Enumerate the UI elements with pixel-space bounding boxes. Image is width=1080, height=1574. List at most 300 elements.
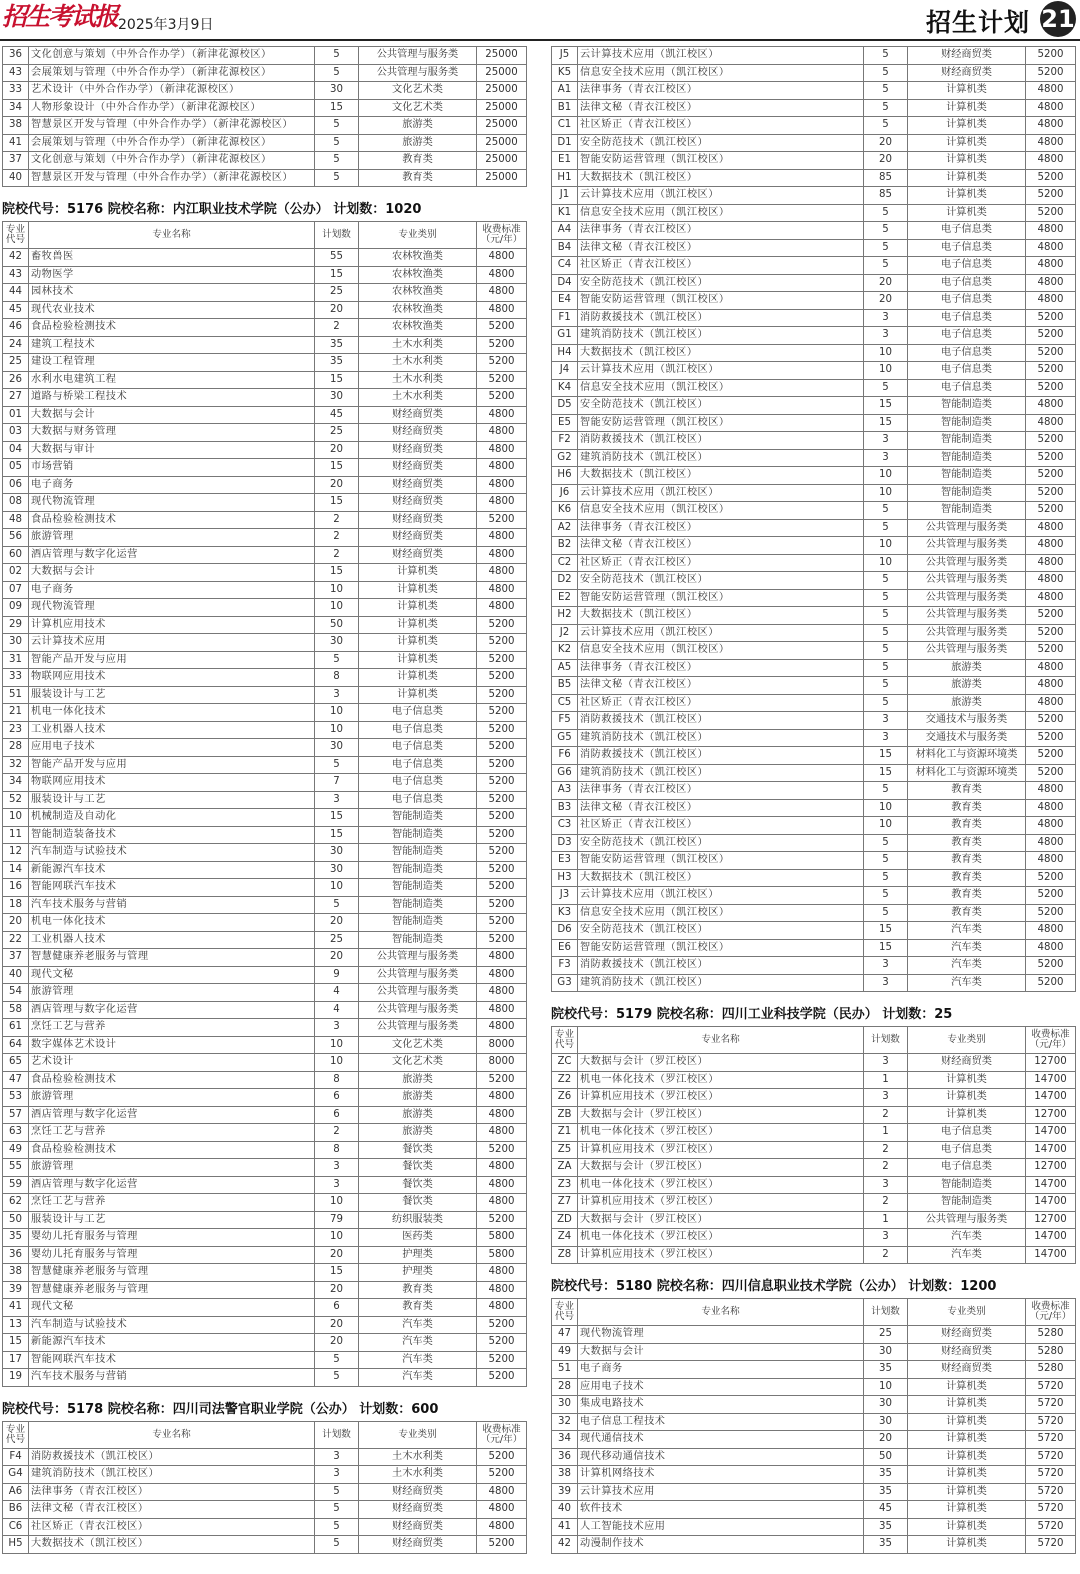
table-header-row	[552, 1299, 1076, 1326]
cell-name: 汽车制造与试验技术	[29, 844, 315, 862]
cell-plan: 5	[315, 1518, 359, 1536]
table-row	[552, 624, 1076, 642]
cell-fee: 5200	[477, 1351, 527, 1369]
cell-code: 03	[3, 424, 29, 442]
cell-name: 现代移动通信技术	[578, 1448, 864, 1466]
cell-name: 园林技术	[29, 284, 315, 302]
cell-category: 旅游类	[359, 1071, 477, 1089]
cell-code: 58	[3, 1001, 29, 1019]
cell-fee: 4800	[1026, 292, 1076, 310]
cell-name: 法律事务（青衣江校区）	[578, 782, 864, 800]
cell-name: 法律事务（青衣江校区）	[578, 659, 864, 677]
cell-fee: 4800	[1026, 257, 1076, 275]
cell-fee: 5200	[477, 861, 527, 879]
cell-plan: 5	[864, 519, 908, 537]
cell-code: Z8	[552, 1246, 578, 1264]
cell-category: 餐饮类	[359, 1194, 477, 1212]
table-row	[552, 397, 1076, 415]
cell-fee: 5200	[477, 371, 527, 389]
cell-fee: 4800	[477, 424, 527, 442]
cell-category: 汽车类	[359, 1351, 477, 1369]
cell-fee: 4800	[1026, 694, 1076, 712]
table-header-row	[3, 222, 527, 249]
table-row	[552, 152, 1076, 170]
cell-name: 旅游管理	[29, 1159, 315, 1177]
table-row	[552, 379, 1076, 397]
cell-plan: 3	[315, 1466, 359, 1484]
table-row	[3, 1448, 527, 1466]
table-row	[552, 764, 1076, 782]
cell-fee: 5200	[477, 354, 527, 372]
cell-fee: 5280	[1026, 1326, 1076, 1344]
column-header-plan: 计划数	[315, 222, 359, 249]
cell-name: 服装设计与工艺	[29, 791, 315, 809]
table-row	[552, 1054, 1076, 1072]
cell-fee: 4800	[477, 459, 527, 477]
table-row	[552, 1159, 1076, 1177]
cell-fee: 25000	[477, 47, 527, 65]
cell-fee: 14700	[1026, 1124, 1076, 1142]
cell-code: D4	[552, 274, 578, 292]
cell-fee: 4800	[1026, 589, 1076, 607]
school-heading: 院校代号：5178 院校名称：四川司法警官职业学院（公办） 计划数：600	[2, 1401, 439, 1417]
table-row	[3, 1019, 527, 1037]
cell-plan: 20	[864, 152, 908, 170]
cell-category: 计算机类	[908, 1448, 1026, 1466]
table-row	[552, 1089, 1076, 1107]
cell-fee: 4800	[477, 1281, 527, 1299]
table-row	[3, 336, 527, 354]
cell-name: 法律事务（青衣江校区）	[578, 222, 864, 240]
cell-plan: 5	[864, 82, 908, 100]
cell-code: 43	[3, 64, 29, 82]
cell-fee: 4800	[1026, 677, 1076, 695]
table-row	[552, 502, 1076, 520]
cell-plan: 35	[864, 1483, 908, 1501]
cell-name: 社区矫正（青衣江校区）	[578, 817, 864, 835]
cell-code: J2	[552, 624, 578, 642]
cell-code: 36	[3, 1246, 29, 1264]
table-row	[552, 484, 1076, 502]
cell-category: 电子信息类	[908, 274, 1026, 292]
cell-plan: 7	[315, 774, 359, 792]
table-row	[3, 1194, 527, 1212]
cell-fee: 5200	[477, 756, 527, 774]
table-row	[3, 47, 527, 65]
cell-plan: 5	[315, 651, 359, 669]
cell-category: 公共管理与服务类	[908, 537, 1026, 555]
cell-plan: 5	[864, 572, 908, 590]
table-row	[3, 511, 527, 529]
cell-plan: 8	[315, 669, 359, 687]
cell-fee: 4800	[477, 1299, 527, 1317]
cell-category: 智能制造类	[908, 414, 1026, 432]
cell-plan: 10	[315, 1194, 359, 1212]
table-row	[552, 432, 1076, 450]
cell-name: 烹饪工艺与营养	[29, 1194, 315, 1212]
cell-plan: 2	[864, 1106, 908, 1124]
cell-name: 云计算技术应用	[578, 1483, 864, 1501]
cell-name: 大数据与会计（罗江校区）	[578, 1106, 864, 1124]
cell-name: 安全防范技术（凯江校区）	[578, 134, 864, 152]
cell-category: 财经商贸类	[359, 476, 477, 494]
cell-plan: 2	[315, 546, 359, 564]
cell-category: 电子信息类	[908, 327, 1026, 345]
table-row	[3, 1089, 527, 1107]
column-header-name: 专业名称	[29, 222, 315, 249]
cell-fee: 4800	[477, 529, 527, 547]
cell-name: 智能制造装备技术	[29, 826, 315, 844]
cell-code: 57	[3, 1106, 29, 1124]
cell-plan: 5	[315, 896, 359, 914]
cell-plan: 30	[864, 1343, 908, 1361]
cell-code: 22	[3, 931, 29, 949]
plan-table	[2, 46, 527, 187]
cell-code: 07	[3, 581, 29, 599]
cell-plan: 5	[864, 852, 908, 870]
cell-fee: 14700	[1026, 1229, 1076, 1247]
table-row	[3, 459, 527, 477]
cell-code: 42	[552, 1536, 578, 1554]
cell-fee: 4800	[1026, 134, 1076, 152]
table-row	[552, 362, 1076, 380]
cell-code: D2	[552, 572, 578, 590]
table-row	[552, 169, 1076, 187]
cell-plan: 30	[315, 739, 359, 757]
cell-name: 汽车制造与试验技术	[29, 1316, 315, 1334]
table-row	[552, 607, 1076, 625]
column-header-category: 专业类别	[359, 1421, 477, 1448]
cell-name: 酒店管理与数字化运营	[29, 1106, 315, 1124]
cell-code: Z2	[552, 1071, 578, 1089]
table-row	[3, 284, 527, 302]
cell-plan: 8	[315, 1141, 359, 1159]
cell-name: 计算机应用技术（罗江校区）	[578, 1089, 864, 1107]
table-row	[552, 904, 1076, 922]
cell-category: 土木水利类	[359, 336, 477, 354]
cell-name: 智能安防运营管理（凯江校区）	[578, 939, 864, 957]
cell-plan: 30	[315, 844, 359, 862]
table-row	[552, 817, 1076, 835]
cell-category: 教育类	[908, 834, 1026, 852]
cell-plan: 10	[864, 484, 908, 502]
cell-fee: 4800	[477, 1019, 527, 1037]
table-row	[552, 1176, 1076, 1194]
cell-code: E5	[552, 414, 578, 432]
cell-code: J1	[552, 187, 578, 205]
cell-fee: 4800	[1026, 414, 1076, 432]
table-row	[3, 896, 527, 914]
cell-code: 59	[3, 1176, 29, 1194]
cell-name: 智能网联汽车技术	[29, 879, 315, 897]
table-row	[3, 354, 527, 372]
cell-name: 安全防范技术（凯江校区）	[578, 397, 864, 415]
cell-fee: 5720	[1026, 1518, 1076, 1536]
cell-name: 社区矫正（青衣江校区）	[578, 554, 864, 572]
cell-fee: 4800	[477, 949, 527, 967]
cell-code: A4	[552, 222, 578, 240]
cell-plan: 10	[864, 344, 908, 362]
right-column	[551, 46, 1075, 1554]
cell-category: 智能制造类	[359, 931, 477, 949]
cell-category: 教育类	[908, 852, 1026, 870]
cell-plan: 5	[315, 1483, 359, 1501]
table-row	[3, 984, 527, 1002]
cell-category: 汽车类	[359, 1334, 477, 1352]
cell-category: 计算机类	[908, 1431, 1026, 1449]
cell-name: 电子商务	[29, 476, 315, 494]
cell-name: 食品检验检测技术	[29, 511, 315, 529]
cell-category: 交通技术与服务类	[908, 729, 1026, 747]
cell-code: 04	[3, 441, 29, 459]
cell-category: 公共管理与服务类	[359, 1019, 477, 1037]
cell-code: 13	[3, 1316, 29, 1334]
cell-fee: 4800	[477, 1194, 527, 1212]
cell-name: 消防救援技术（凯江校区）	[578, 747, 864, 765]
table-row	[3, 1229, 527, 1247]
cell-category: 智能制造类	[359, 879, 477, 897]
cell-name: 信息安全技术应用（凯江校区）	[578, 642, 864, 660]
cell-code: K6	[552, 502, 578, 520]
cell-code: H3	[552, 869, 578, 887]
table-row	[3, 704, 527, 722]
cell-plan: 10	[864, 817, 908, 835]
cell-plan: 45	[864, 1501, 908, 1519]
cell-plan: 2	[864, 1246, 908, 1264]
cell-code: F2	[552, 432, 578, 450]
cell-code: 47	[552, 1326, 578, 1344]
cell-plan: 5	[864, 99, 908, 117]
cell-code: ZB	[552, 1106, 578, 1124]
cell-fee: 5200	[477, 826, 527, 844]
cell-name: 电子商务	[578, 1361, 864, 1379]
table-row	[552, 922, 1076, 940]
cell-category: 文化艺术类	[359, 82, 477, 100]
cell-plan: 10	[864, 1378, 908, 1396]
cell-name: 数字媒体艺术设计	[29, 1036, 315, 1054]
table-row	[3, 389, 527, 407]
cell-code: F5	[552, 712, 578, 730]
cell-plan: 5	[864, 642, 908, 660]
cell-plan: 15	[864, 747, 908, 765]
cell-fee: 5720	[1026, 1536, 1076, 1554]
cell-fee: 5200	[1026, 344, 1076, 362]
cell-fee: 4800	[477, 1264, 527, 1282]
cell-code: 56	[3, 529, 29, 547]
cell-category: 财经商贸类	[359, 424, 477, 442]
cell-code: H6	[552, 467, 578, 485]
cell-category: 汽车类	[908, 1229, 1026, 1247]
cell-code: G6	[552, 764, 578, 782]
cell-fee: 4800	[477, 1501, 527, 1519]
column-header-plan: 计划数	[864, 1027, 908, 1054]
cell-code: B6	[3, 1501, 29, 1519]
cell-fee: 12700	[1026, 1211, 1076, 1229]
cell-code: 25	[3, 354, 29, 372]
cell-fee: 5200	[1026, 957, 1076, 975]
table-row	[3, 406, 527, 424]
cell-category: 汽车类	[908, 939, 1026, 957]
table-row	[552, 1194, 1076, 1212]
cell-plan: 10	[864, 554, 908, 572]
cell-fee: 4800	[477, 476, 527, 494]
cell-name: 食品检验检测技术	[29, 319, 315, 337]
cell-plan: 5	[864, 782, 908, 800]
cell-category: 公共管理与服务类	[359, 949, 477, 967]
table-row	[552, 1396, 1076, 1414]
cell-code: 54	[3, 984, 29, 1002]
cell-category: 财经商贸类	[359, 511, 477, 529]
cell-fee: 4800	[477, 266, 527, 284]
cell-fee: 5720	[1026, 1448, 1076, 1466]
table-row	[3, 564, 527, 582]
cell-plan: 2	[315, 529, 359, 547]
cell-code: 01	[3, 406, 29, 424]
cell-code: C5	[552, 694, 578, 712]
cell-code: Z4	[552, 1229, 578, 1247]
cell-code: 34	[3, 774, 29, 792]
cell-plan: 30	[315, 861, 359, 879]
table-row	[3, 809, 527, 827]
cell-category: 财经商贸类	[359, 441, 477, 459]
cell-fee: 14700	[1026, 1071, 1076, 1089]
cell-fee: 5200	[1026, 974, 1076, 992]
cell-name: 食品检验检测技术	[29, 1141, 315, 1159]
cell-plan: 45	[315, 406, 359, 424]
cell-plan: 9	[315, 966, 359, 984]
cell-category: 公共管理与服务类	[359, 47, 477, 65]
cell-fee: 5200	[477, 1369, 527, 1387]
table-row	[3, 1054, 527, 1072]
table-row	[552, 257, 1076, 275]
cell-category: 旅游类	[359, 1089, 477, 1107]
cell-fee: 5200	[477, 1071, 527, 1089]
cell-category: 教育类	[359, 169, 477, 187]
plan-table	[551, 1026, 1076, 1264]
cell-category: 医药类	[359, 1229, 477, 1247]
cell-category: 土木水利类	[359, 1466, 477, 1484]
cell-category: 电子信息类	[908, 292, 1026, 310]
cell-code: Z7	[552, 1194, 578, 1212]
cell-code: 29	[3, 616, 29, 634]
cell-plan: 15	[864, 397, 908, 415]
cell-category: 公共管理与服务类	[359, 966, 477, 984]
cell-code: 36	[552, 1448, 578, 1466]
table-row	[3, 266, 527, 284]
cell-name: 法律文秘（青衣江校区）	[578, 677, 864, 695]
cell-category: 公共管理与服务类	[908, 572, 1026, 590]
table-row	[552, 1466, 1076, 1484]
cell-name: 酒店管理与数字化运营	[29, 1001, 315, 1019]
cell-plan: 5	[864, 64, 908, 82]
table-row	[3, 791, 527, 809]
cell-fee: 5200	[1026, 747, 1076, 765]
cell-code: J3	[552, 887, 578, 905]
cell-code: B5	[552, 677, 578, 695]
table-row	[3, 152, 527, 170]
cell-plan: 3	[315, 1448, 359, 1466]
cell-fee: 4800	[1026, 222, 1076, 240]
table-row	[3, 914, 527, 932]
cell-category: 电子信息类	[908, 309, 1026, 327]
cell-plan: 5	[864, 659, 908, 677]
cell-name: 应用电子技术	[29, 739, 315, 757]
cell-name: 社区矫正（青衣江校区）	[578, 257, 864, 275]
cell-name: 大数据与会计（罗江校区）	[578, 1054, 864, 1072]
plan-table	[551, 1298, 1076, 1554]
cell-category: 电子信息类	[359, 739, 477, 757]
table-row	[3, 861, 527, 879]
cell-category: 计算机类	[908, 169, 1026, 187]
table-row	[552, 957, 1076, 975]
table-row	[552, 414, 1076, 432]
cell-category: 公共管理与服务类	[908, 589, 1026, 607]
cell-plan: 5	[315, 117, 359, 135]
cell-fee: 5200	[477, 1316, 527, 1334]
cell-category: 公共管理与服务类	[359, 1001, 477, 1019]
table-row	[552, 677, 1076, 695]
cell-category: 电子信息类	[908, 362, 1026, 380]
table-row	[3, 249, 527, 267]
table-row	[3, 1176, 527, 1194]
cell-name: 法律事务（青衣江校区）	[578, 519, 864, 537]
cell-code: K2	[552, 642, 578, 660]
cell-name: 动物医学	[29, 266, 315, 284]
cell-name: 信息安全技术应用（凯江校区）	[578, 904, 864, 922]
cell-category: 土木水利类	[359, 371, 477, 389]
column-header-code: 专业代号	[552, 1027, 578, 1054]
cell-name: 工业机器人技术	[29, 721, 315, 739]
cell-plan: 20	[315, 1334, 359, 1352]
cell-code: 39	[552, 1483, 578, 1501]
cell-name: 酒店管理与数字化运营	[29, 546, 315, 564]
cell-name: 服装设计与工艺	[29, 686, 315, 704]
cell-category: 计算机类	[908, 152, 1026, 170]
cell-fee: 5200	[477, 1466, 527, 1484]
cell-code: 48	[3, 511, 29, 529]
cell-plan: 20	[315, 1281, 359, 1299]
table-row	[3, 1159, 527, 1177]
cell-plan: 3	[864, 1176, 908, 1194]
cell-code: 46	[3, 319, 29, 337]
table-row	[3, 581, 527, 599]
cell-fee: 5720	[1026, 1396, 1076, 1414]
cell-plan: 5	[864, 239, 908, 257]
cell-plan: 6	[315, 1089, 359, 1107]
cell-code: 02	[3, 564, 29, 582]
cell-fee: 14700	[1026, 1141, 1076, 1159]
cell-name: 安全防范技术（凯江校区）	[578, 274, 864, 292]
cell-name: 计算机应用技术（罗江校区）	[578, 1246, 864, 1264]
table-row	[3, 441, 527, 459]
cell-plan: 20	[864, 274, 908, 292]
table-row	[3, 319, 527, 337]
cell-code: 55	[3, 1159, 29, 1177]
cell-plan: 5	[864, 904, 908, 922]
cell-name: 大数据与会计	[29, 564, 315, 582]
cell-name: 建筑消防技术（凯江校区）	[578, 729, 864, 747]
cell-name: 计算机网络技术	[578, 1466, 864, 1484]
cell-plan: 30	[864, 1396, 908, 1414]
cell-category: 财经商贸类	[359, 529, 477, 547]
cell-plan: 1	[864, 1124, 908, 1142]
cell-category: 电子信息类	[359, 774, 477, 792]
table-row	[552, 1141, 1076, 1159]
cell-name: 智慧景区开发与管理（中外合作办学）（新津花源校区）	[29, 169, 315, 187]
cell-name: 服装设计与工艺	[29, 1211, 315, 1229]
cell-name: 现代物流管理	[29, 599, 315, 617]
cell-category: 财经商贸类	[908, 1343, 1026, 1361]
